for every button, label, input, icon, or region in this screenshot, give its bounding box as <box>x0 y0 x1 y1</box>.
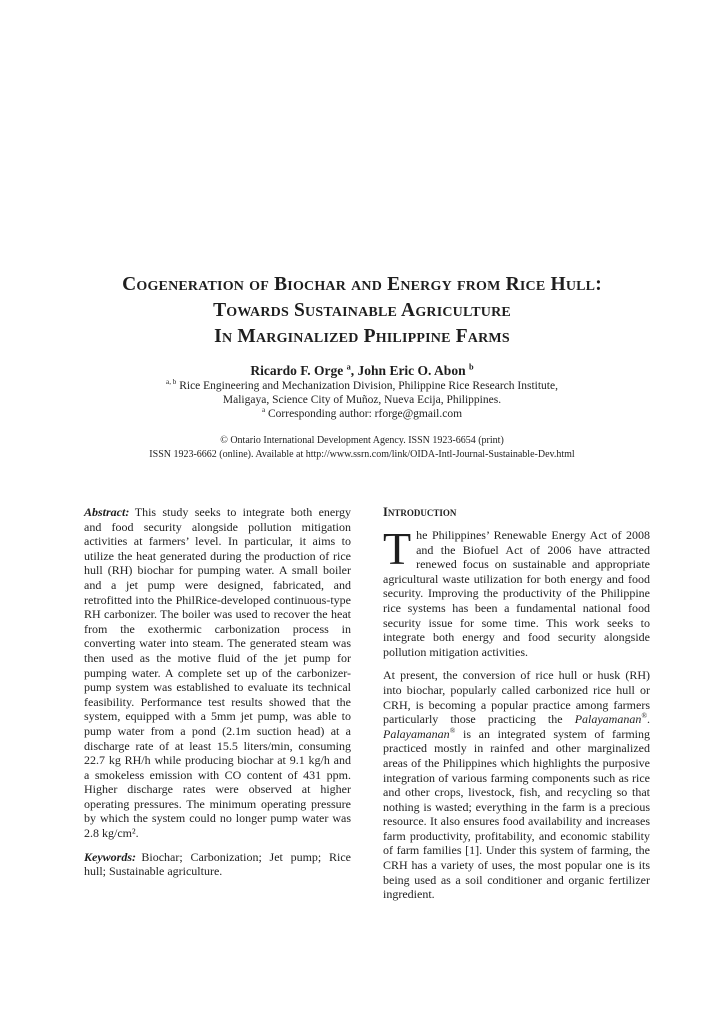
affiliation-line-1: $^{a, b}$ Rice Engineering and Mechanization Division, Philippine Rice Research Institute, <box>166 378 558 392</box>
copyright-line: © Ontario International Development Agency. ISSN 1923-6654 (print) <box>220 435 504 446</box>
publisher-block <box>0 434 724 461</box>
affiliation-line-2: Maligaya, Science City of Muñoz, Nueva Ecija, Philippines. <box>222 394 502 406</box>
intro-paragraph-1-text: he Philippines’ Renewable Energy Act of 2008 and the Biofuel Act of 2006 have attracted renewed focus on sustainable and appropriate agricultural waste utilization for both energy and food security. Improving the productivity of the Philippine rice systems has been a fundamental national food security issue for some time. This work seeks to integrate both energy and food security alongside pollution mitigation activities. <box>383 528 650 659</box>
abstract-label: Abstract: <box>84 505 130 519</box>
paper-header <box>0 272 724 461</box>
issn-availability-line: ISSN 1923-6662 (online). Available at http://www.ssrn.com/link/OIDA-Intl-Journal-Sustainable-Dev.html <box>149 449 575 460</box>
title-line-2: Towards Sustainable Agriculture <box>213 300 511 321</box>
title-line-1: Cogeneration of Biochar and Energy from Rice Hull: <box>122 274 602 295</box>
title-line-3: In Marginalized Philippine Farms <box>214 326 510 347</box>
two-column-body <box>84 505 650 902</box>
keywords-paragraph <box>84 850 351 879</box>
abstract-paragraph <box>84 505 351 841</box>
intro-paragraph-1 <box>383 523 650 659</box>
paper-title <box>0 272 724 350</box>
abstract-text: This study seeks to integrate both energy and food security alongside pollution mitigation activities at farmers’ level. In particular, it aims to utilize the heat generated during the production of rice hull (RH) biochar for pumping water. A small boiler and a jet pump were designed, fabricated, and retrofitted into the PhilRice-developed continuous-type RH carbonizer. The boiler was used to recover the heat from the exothermic carbonization process in converting water into steam. The generated steam was then used as the motive fluid of the jet pump for pumping water. A complete set up of the carbonizer-pump system was established to evaluate its technical feasibility. Performance test results showed that the system, equipped with a 5mm jet pump, was able to pump water from a pond (2.1m suction head) at a discharge rate of at least 15.5 liters/min, consuming 22.7 kg RH/h while producing biochar at 9.1 kg/h and a smokeless emission with CO content of 431 ppm. Higher discharge rates were observed at higher operating pressures. The minimum operating pressure by which the system could no longer pump water was 2.8 kg/cm². <box>84 505 351 841</box>
abstract-column <box>84 505 351 902</box>
introduction-heading: Introduction <box>383 505 457 519</box>
keywords-text: Biochar; Carbonization; Jet pump; Rice hull; Sustainable agriculture. <box>84 849 351 879</box>
authors-line: Ricardo F. Orge $^a$, John Eric O. Abon $^b$ <box>250 362 474 378</box>
corresponding-author-line: $^a$ Corresponding author: rforge@gmail.com <box>261 406 463 420</box>
keywords-label: Keywords: <box>84 849 136 864</box>
introduction-column <box>383 505 650 902</box>
dropcap-letter: T <box>383 523 412 574</box>
intro-paragraph-2: At present, the conversion of rice hull or husk (RH) into biochar, popularly called carbonized rice hull or CRH, is becoming a popular practice among farmers particularly those practicing the Palayamanan®. Palayamanan® is an integrated system of farming practiced mostly in rainfed and other marginalized areas of the Philippines which highlights the purposive integration of various farming components such as rice and other crops, livestock, fish, and recycling so that nothing is wasted; everything in the farm is a precious resource. It also ensures food availability and increases farm productivity, profitability, and economic stability of farm families [1]. Under this system of farming, the CRH has a variety of uses, the most popular one is its being used as a soil conditioner and organic fertilizer ingredient. <box>383 668 650 902</box>
